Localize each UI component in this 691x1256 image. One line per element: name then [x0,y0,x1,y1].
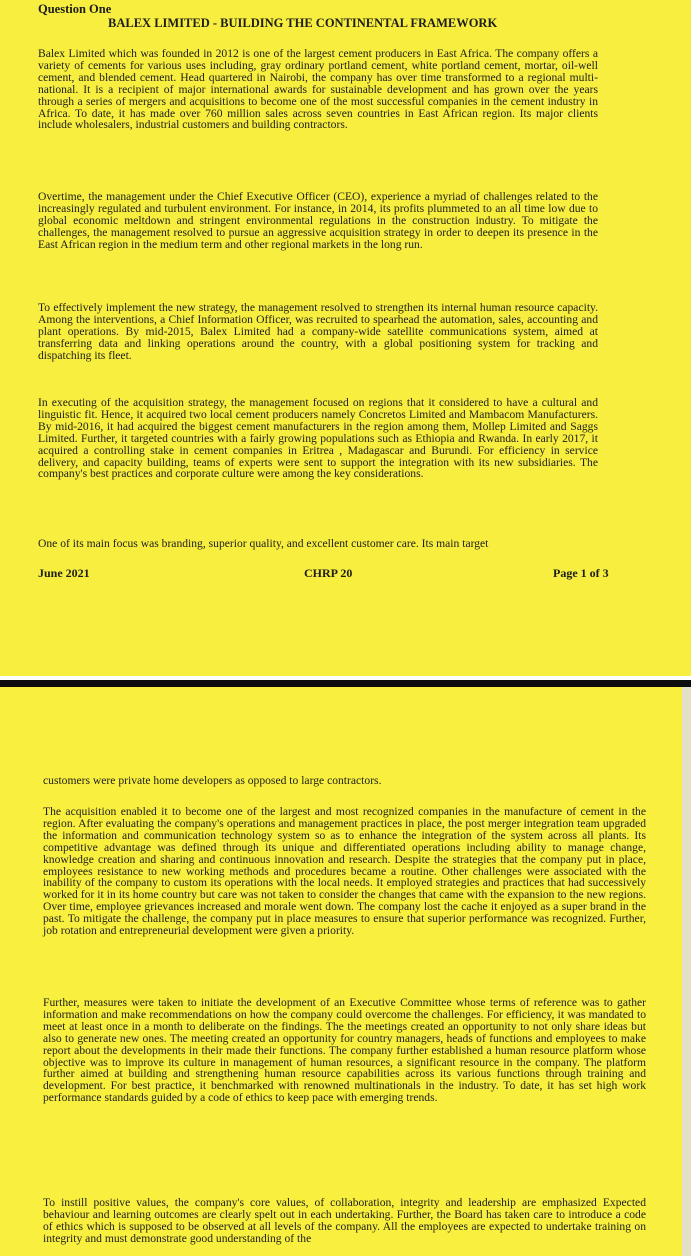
page-divider [0,680,691,687]
paragraph-branding-start: One of its main focus was branding, superior quality, and excellent customer care. Its main target [38,537,489,550]
paragraph-executive-committee: Further, measures were taken to initiate the development of an Executive Committee whose terms of reference was to gather information and make recommendations on how the company could overcome the challenges. For efficiency, it was mandated to meet at least once in a month to deliberate on the findings. The the meetings created an opportunity to not only share ideas but also to generate new ones. The meeting created an opportunity for country managers, heads of functions and employees to make report about the developments in their made their functions. The company further established a human resource platform whose objective was to improve its culture in management of human resources, a significant resource in the company. The platform further aimed at building and strengthening human resource capabilities across its various functions through training and development. For best practice, it benchmarked with renowned multinationals in the industry. To date, it has set high work performance standards guided by a code of ethics to keep pace with emerging trends. [43,996,646,1105]
footer-code: CHRP 20 [304,566,353,580]
paragraph-core-values: To instill positive values, the company's core values, of collaboration, integrity and leadership are emphasized Expected behaviour and learning outcomes are clearly spelt out in each undertaking. Further, the Board has taken care to introduce a code of ethics which is supposed to be observed at all levels of the company. All the employees are expected to undertake training on integrity and must demonstrate good understanding of the [43,1196,646,1245]
footer-date: June 2021 [38,566,90,580]
question-label: Question One [38,2,112,16]
exam-page-2 [0,687,682,1256]
paragraph-challenges: Overtime, the management under the Chief Executive Officer (CEO), experience a myriad of challenges related to the increasingly regulated and turbulent environment. For instance, in 2014, its profits plummeted to an all time low due to global economic meltdown and stringent environmental regulations in the construction industry. To mitigate the challenges, the management resolved to pursue an aggressive acquisition strategy in order to deepen its presence in the East African region in the medium term and other regional markets in the long run. [38,190,598,251]
page-edge [682,687,691,1256]
footer-page-number: Page 1 of 3 [553,566,609,580]
paragraph-continuation: customers were private home developers as opposed to large contractors. [43,774,382,787]
paragraph-company-overview: Balex Limited which was founded in 2012 is one of the largest cement producers in East Africa. The company offers a variety of cements for various uses including, gray ordinary portland cement, white portland cement, mortar, oil-well cement, and blended cement. Head quartered in Nairobi, the company has over time transformed to a regional multi-national. It is a recipient of major international awards for sustainable development and has grown over the years through a series of mergers and acquisitions to become one of the most successful companies in the cement industry in Africa. To date, it has made over 760 million sales across seven countries in East African region. Its major clients include wholesalers, industrial customers and building contractors. [38,47,598,132]
case-title: BALEX LIMITED - BUILDING THE CONTINENTAL FRAMEWORK [108,16,498,30]
paragraph-acquisition-strategy: In executing of the acquisition strategy, the management focused on regions that it considered to have a cultural and linguistic fit. Hence, it acquired two local cement producers namely Concretos Limited and Mambacom Manufacturers. By mid-2016, it had acquired the biggest cement manufacturers in the region among them, Mollep Limited and Saggs Limited. Further, it targeted countries with a fairly growing populations such as Ethiopia and Rwanda. In early 2017, it acquired a controlling stake in cement companies in Eritrea , Madagascar and Burundi. For efficiency in service delivery, and capacity building, teams of experts were sent to support the integration with its new subsidiaries. The company's best practices and corporate culture were among the key considerations. [38,396,598,481]
paragraph-hr-capacity: To effectively implement the new strategy, the management resolved to strengthen its internal human resource capacity. Among the interventions, a Chief Information Officer, was recruited to spearhead the automation, sales, accounting and plant operations. By mid-2015, Balex Limited had a company-wide satellite communications system, aimed at transferring data and linking operations around the country, with a global positioning system for tracking and dispatching its fleet. [38,301,598,362]
paragraph-integration: The acquisition enabled it to become one of the largest and most recognized companies in the manufacture of cement in the region. After evaluating the company's operations and management practices in place, the post merger integration team upgraded the information and communication technology system so as to enhance the integration of the system across all plants. Its competitive advantage was defined through its unique and differentiated operations including ability to manage change, knowledge creation and sharing and continuous innovation and research. Despite the strategies that the company put in place, employees resistance to new working methods and procedures became a routine. Other challenges were associated with the inability of the company to custom its operations with the local needs. It employed strategies and practices that had successively worked for it in its home country but care was not taken to consider the changes that came with the expansion to the new regions. Over time, employee grievances increased and morale went down. The company lost the cache it enjoyed as a super brand in the past. To mitigate the challenge, the company put in place measures to ensure that superior performance was recognized. Further, job rotation and entrepreneurial development were given a priority. [43,805,646,938]
